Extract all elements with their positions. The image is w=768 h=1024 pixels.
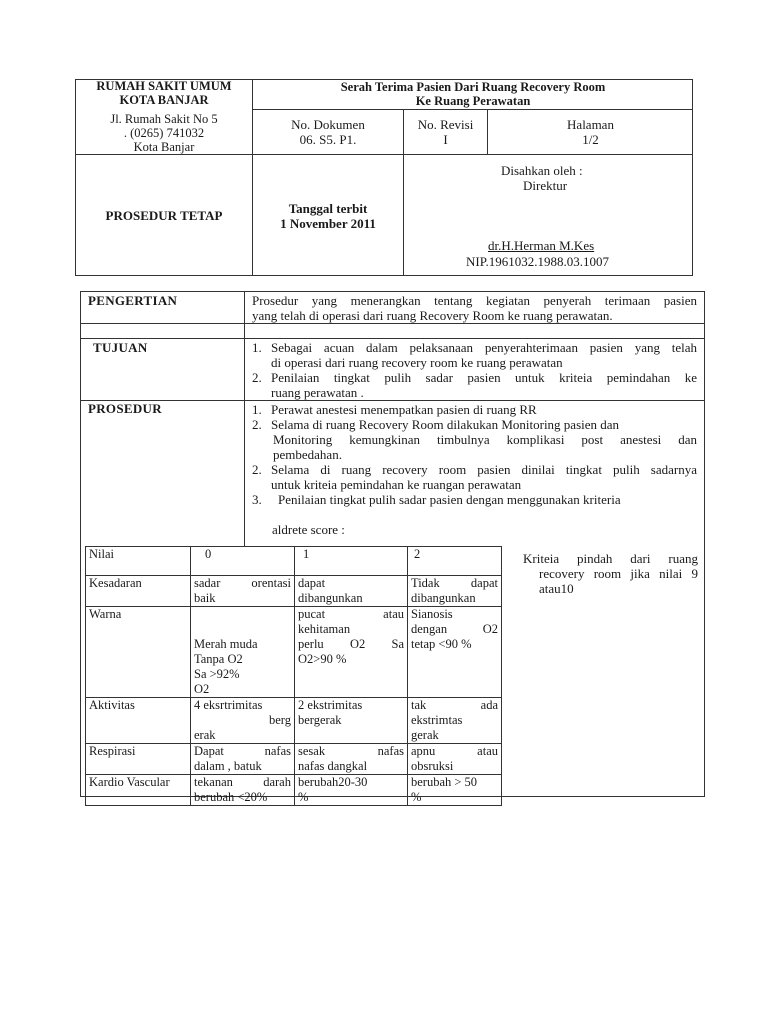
document-title	[253, 80, 693, 108]
table-cell: tak ada ekstrimtas gerak	[408, 698, 502, 744]
pengertian-text	[252, 293, 697, 323]
table-cell: Warna	[86, 607, 191, 698]
note-line: atau10	[539, 581, 574, 596]
list-number: 2.	[252, 462, 262, 477]
table-cell: Aktivitas	[86, 698, 191, 744]
approved-by-role: Direktur	[523, 178, 568, 193]
aldrete-score-table	[85, 546, 502, 806]
document-title-line: Ke Ruang Perawatan	[415, 94, 531, 108]
pengertian-line: Prosedur yang menerangkan tentang kegiatan penyerah terimaan pasien	[252, 293, 697, 308]
pengertian-line: yang telah di operasi dari ruang Recovery Room ke ruang perawatan.	[252, 308, 613, 323]
hospital-name: RUMAH SAKIT UMUM	[96, 79, 232, 93]
note-line: recovery room jika nilai 9	[539, 566, 698, 581]
section-label-tujuan: TUJUAN	[93, 340, 148, 355]
hospital-address	[76, 112, 252, 154]
table-cell: 4 eksrtrimitas berg erak	[191, 698, 295, 744]
aldrete-score-label: aldrete score :	[272, 522, 345, 537]
table-row	[86, 547, 502, 576]
table-row	[86, 744, 502, 775]
table-header-cell: 1	[295, 547, 408, 576]
page-label: Halaman	[567, 117, 614, 132]
list-line: Monitoring kemungkinan timbulnya komplikasi post anestesi dan	[273, 432, 697, 447]
table-row	[86, 607, 502, 698]
table-cell: Respirasi	[86, 744, 191, 775]
table-cell: apnu atau obsruksi	[408, 744, 502, 775]
section-label-prosedur: PROSEDUR	[88, 401, 162, 416]
revision-label: No. Revisi	[417, 117, 474, 132]
body-divider	[80, 338, 705, 339]
list-number: 1.	[252, 340, 262, 355]
doc-number-value: 06. S5. P1.	[299, 132, 357, 147]
list-line: di operasi dari ruang recovery room ke ruang perawatan	[271, 355, 563, 370]
page-cell	[488, 117, 693, 147]
list-line: Penilaian tingkat pulih sadar pasien dengan menggunakan kriteria	[278, 492, 621, 507]
list-line: Perawat anestesi menempatkan pasien di ruang RR	[271, 402, 537, 417]
table-cell: berubah20-30 %	[295, 775, 408, 806]
table-cell: tekanan darah berubah <20%	[191, 775, 295, 806]
table-cell: Sianosis dengan O2 tetap <90 %	[408, 607, 502, 698]
table-cell: sadar orentasi baik	[191, 576, 295, 607]
table-header-cell: 0	[191, 547, 295, 576]
list-line: Selama di ruang recovery room pasien dinilai tingkat pulih sadarnya	[271, 462, 697, 477]
table-row	[86, 576, 502, 607]
page-value: 1/2	[582, 132, 599, 147]
list-line: Sebagai acuan dalam pelaksanaan penyerahterimaan pasien yang telah	[271, 340, 697, 355]
list-line: pembedahan.	[273, 447, 342, 462]
section-label-pengertian: PENGERTIAN	[88, 293, 178, 308]
address-line: . (0265) 741032	[123, 126, 205, 140]
hospital-city: KOTA BANJAR	[119, 93, 209, 107]
body-divider	[244, 291, 245, 546]
doc-number-label: No. Dokumen	[291, 117, 365, 132]
table-cell: pucat atau kehitaman perlu O2 Sa O2>90 %	[295, 607, 408, 698]
table-cell: 2 ekstrimitas bergerak	[295, 698, 408, 744]
doc-number-cell	[253, 117, 403, 147]
issue-date-value: 1 November 2011	[280, 216, 376, 231]
table-row	[86, 698, 502, 744]
director-name: dr.H.Herman M.Kes	[488, 238, 595, 253]
table-cell: Kardio Vascular	[86, 775, 191, 806]
table-cell: Tidak dapat dibangunkan	[408, 576, 502, 607]
header-divider	[252, 109, 693, 110]
table-cell: dapat dibangunkan	[295, 576, 408, 607]
list-line: ruang perawatan .	[271, 385, 364, 400]
body-divider	[80, 400, 705, 401]
hospital-name-block	[76, 79, 252, 107]
address-line: Jl. Rumah Sakit No 5	[110, 112, 218, 126]
list-number: 2.	[252, 417, 262, 432]
list-item	[252, 417, 697, 462]
list-number: 2.	[252, 370, 262, 385]
list-line: Selama di ruang Recovery Room dilakukan Monitoring pasien dan	[271, 417, 620, 432]
issue-date-label: Tanggal terbit	[288, 201, 368, 216]
table-cell: Dapat nafas dalam , batuk	[191, 744, 295, 775]
list-number: 3.	[252, 492, 262, 507]
director-nip: NIP.1961032.1988.03.1007	[466, 254, 610, 269]
table-cell: sesak nafas nafas dangkal	[295, 744, 408, 775]
list-item	[252, 340, 697, 370]
table-header-cell: Nilai	[86, 547, 191, 576]
table-cell: berubah > 50 %	[408, 775, 502, 806]
table-row	[86, 775, 502, 806]
list-item	[252, 462, 697, 492]
document-title-line: Serah Terima Pasien Dari Ruang Recovery Room	[340, 80, 606, 94]
list-item	[252, 402, 697, 417]
tujuan-list	[252, 340, 697, 400]
body-divider	[80, 323, 705, 324]
issue-date-cell	[253, 201, 403, 231]
table-cell: Merah muda Tanpa O2 Sa >92% O2	[191, 607, 295, 698]
list-line: untuk kriteia pemindahan ke ruangan perawatan	[271, 477, 522, 492]
header-divider	[75, 154, 693, 155]
table-header-cell: 2	[408, 547, 502, 576]
address-line: Kota Banjar	[133, 140, 195, 154]
list-item	[252, 370, 697, 400]
list-number: 1.	[252, 402, 262, 417]
procedure-type: PROSEDUR TETAP	[105, 208, 223, 223]
prosedur-list	[252, 402, 697, 507]
revision-value: I	[443, 132, 448, 147]
list-line: Penilaian tingkat pulih sadar pasien untuk kriteia pemindahan ke	[271, 370, 697, 385]
approved-by-label: Disahkan oleh :	[501, 163, 583, 178]
table-cell: Kesadaran	[86, 576, 191, 607]
revision-cell	[404, 117, 487, 147]
note-line: Kriteia pindah dari ruang	[523, 551, 698, 566]
transfer-criteria-note	[523, 551, 698, 596]
list-item	[252, 492, 697, 507]
